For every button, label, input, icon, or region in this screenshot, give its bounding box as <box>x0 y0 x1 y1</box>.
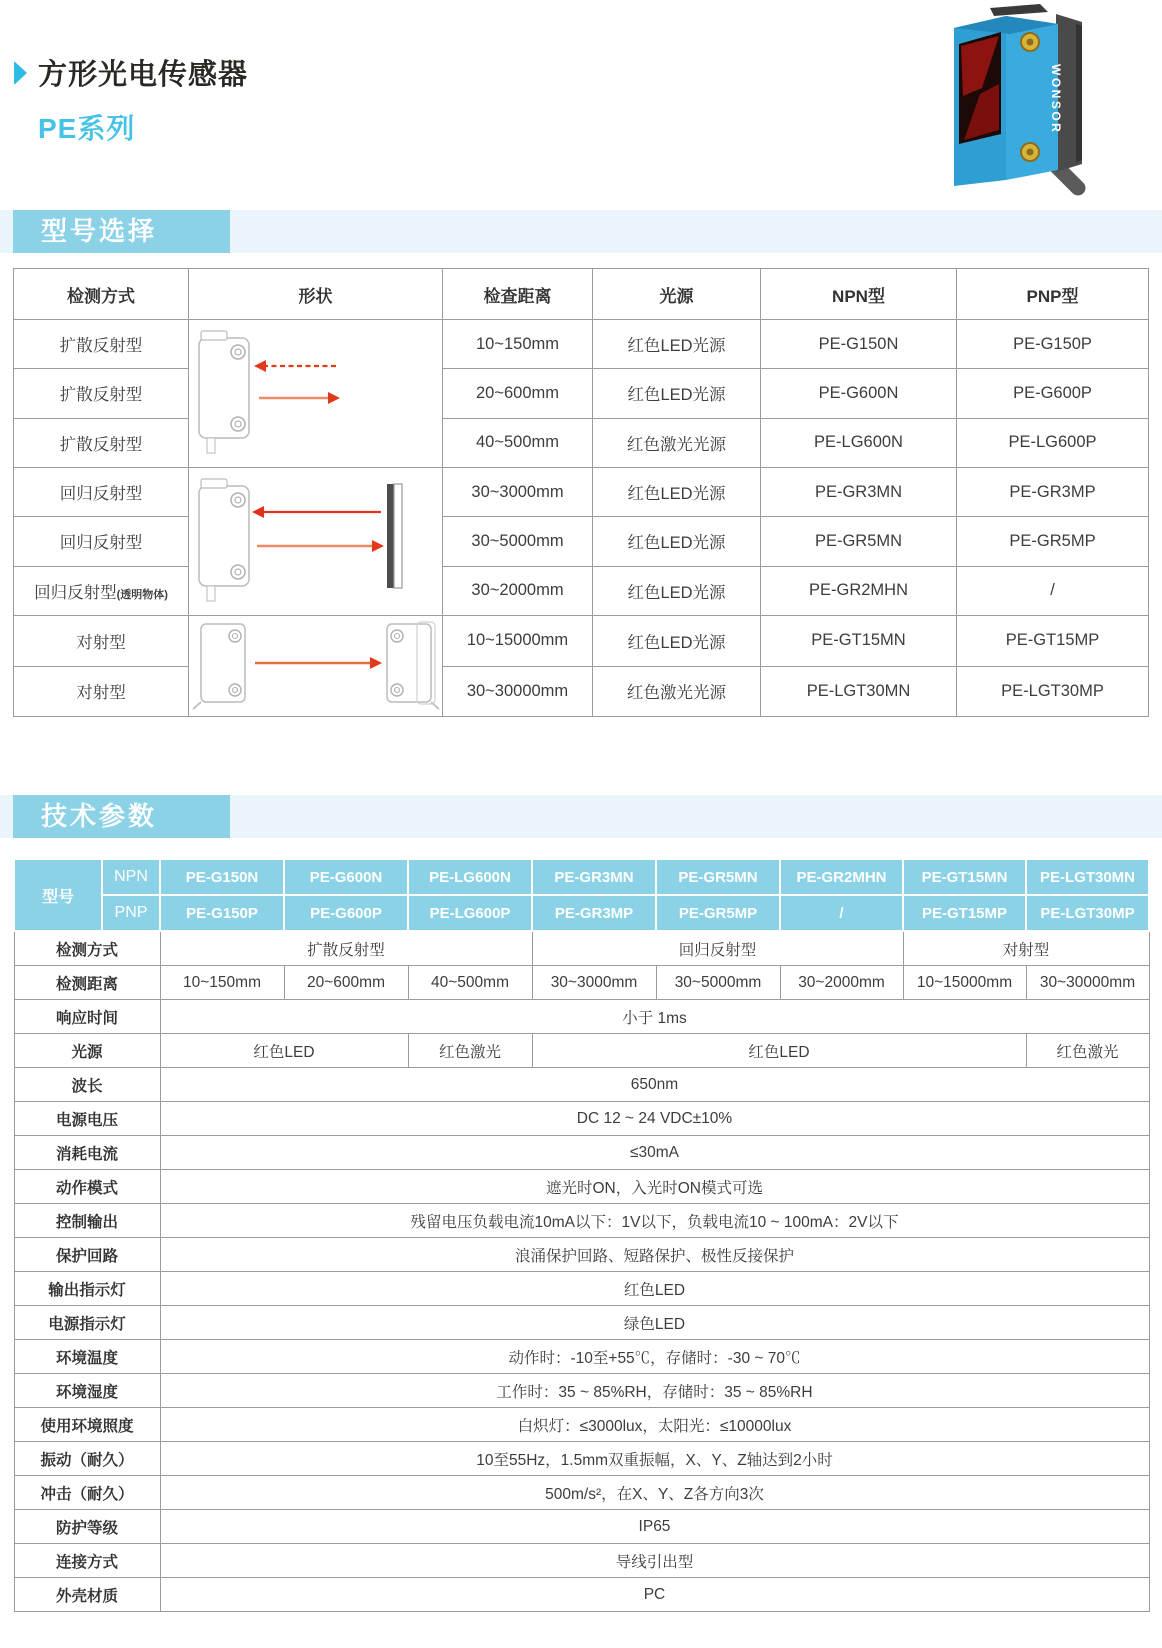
spec-label: 光源 <box>14 1034 160 1068</box>
pnp-model-header: PE-G150P <box>160 895 284 931</box>
method-cell: 扩散反射型 <box>14 369 189 418</box>
tech-params-table <box>13 858 1150 1612</box>
spec-value: 红色LED <box>160 1034 408 1068</box>
spec-label: 外壳材质 <box>14 1578 160 1612</box>
col-header-light: 光源 <box>593 269 761 320</box>
method-cell: 对射型 <box>14 666 189 717</box>
pnp-model-cell: PE-LGT30MP <box>957 666 1149 717</box>
npn-row-label: NPN <box>102 859 160 895</box>
pnp-model-header: PE-LGT30MP <box>1026 895 1149 931</box>
distance-cell: 10~15000mm <box>443 616 593 667</box>
spec-value: 白炽灯：≤3000lux，太阳光：≤10000lux <box>160 1408 1149 1442</box>
light-cell: 红色LED光源 <box>593 616 761 667</box>
col-header-method: 检测方式 <box>14 269 189 320</box>
npn-model-cell: PE-G600N <box>761 369 957 418</box>
npn-model-cell: PE-LGT30MN <box>761 666 957 717</box>
light-cell: 红色LED光源 <box>593 320 761 369</box>
spec-value: 20~600mm <box>284 966 408 1000</box>
pnp-model-cell: PE-G600P <box>957 369 1149 418</box>
spec-label: 电源电压 <box>14 1102 160 1136</box>
method-cell: 对射型 <box>14 616 189 667</box>
series-title: PE系列 <box>38 113 136 144</box>
table-row <box>14 320 1149 369</box>
spec-label: 响应时间 <box>14 1000 160 1034</box>
distance-cell: 30~5000mm <box>443 517 593 566</box>
pnp-model-header: PE-G600P <box>284 895 408 931</box>
method-cell: 回归反射型 <box>14 468 189 517</box>
table-row <box>14 566 1149 615</box>
spec-value: 10~150mm <box>160 966 284 1000</box>
col-header-shape: 形状 <box>189 269 443 320</box>
pnp-model-cell: PE-GR3MP <box>957 468 1149 517</box>
spec-value: IP65 <box>160 1510 1149 1544</box>
spec-row-connection <box>14 1544 1149 1578</box>
spec-value: 10~15000mm <box>903 966 1026 1000</box>
spec-value: 红色LED <box>532 1034 1026 1068</box>
spec-value: 40~500mm <box>408 966 532 1000</box>
distance-cell: 30~30000mm <box>443 666 593 717</box>
spec-row-protection <box>14 1238 1149 1272</box>
spec-label: 检测距离 <box>14 966 160 1000</box>
method-cell: 回归反射型 <box>14 517 189 566</box>
npn-model-header: PE-GR3MN <box>532 859 656 895</box>
spec-label: 动作模式 <box>14 1170 160 1204</box>
spec-value: 浪涌保护回路、短路保护、极性反接保护 <box>160 1238 1149 1272</box>
spec-label: 输出指示灯 <box>14 1272 160 1306</box>
pnp-model-header: PE-GR3MP <box>532 895 656 931</box>
npn-model-header: PE-GR2MHN <box>780 859 903 895</box>
spec-value: 导线引出型 <box>160 1544 1149 1578</box>
pnp-row-label: PNP <box>102 895 160 931</box>
spec-row-current <box>14 1136 1149 1170</box>
pnp-model-header: PE-GT15MP <box>903 895 1026 931</box>
distance-cell: 20~600mm <box>443 369 593 418</box>
spec-row-voltage <box>14 1102 1149 1136</box>
spec-value: 10至55Hz，1.5mm双重振幅，X、Y、Z轴达到2小时 <box>160 1442 1149 1476</box>
pnp-model-cell: PE-GR5MP <box>957 517 1149 566</box>
section-title-tech-params: 技术参数 <box>13 795 230 838</box>
method-note: (透明物体) <box>116 588 168 601</box>
spec-label: 波长 <box>14 1068 160 1102</box>
spec-value: 30~2000mm <box>780 966 903 1000</box>
spec-label: 检测方式 <box>14 931 160 966</box>
spec-label: 环境温度 <box>14 1340 160 1374</box>
product-photo <box>930 2 1100 197</box>
method-cell: 扩散反射型 <box>14 418 189 467</box>
model-selection-table <box>13 268 1149 717</box>
spec-row-response <box>14 1000 1149 1034</box>
table-row <box>14 369 1149 418</box>
spec-label: 连接方式 <box>14 1544 160 1578</box>
pnp-model-cell: PE-G150P <box>957 320 1149 369</box>
method-cell: 回归反射型(透明物体) <box>14 566 189 615</box>
table-row <box>14 418 1149 467</box>
spec-label: 振动（耐久） <box>14 1442 160 1476</box>
spec-value: 残留电压负载电流10mA以下：1V以下，负载电流10 ~ 100mA：2V以下 <box>160 1204 1149 1238</box>
spec-row-light <box>14 1034 1149 1068</box>
spec-row-housing <box>14 1578 1149 1612</box>
spec-label: 环境湿度 <box>14 1374 160 1408</box>
distance-cell: 40~500mm <box>443 418 593 467</box>
spec-value: 对射型 <box>903 931 1149 966</box>
pnp-model-header: PE-LG600P <box>408 895 532 931</box>
npn-model-header: PE-G600N <box>284 859 408 895</box>
npn-model-cell: PE-G150N <box>761 320 957 369</box>
model-corner-cell: 型号 <box>14 859 102 931</box>
table-header-row <box>14 269 1149 320</box>
spec-row-shock <box>14 1476 1149 1510</box>
spec-value: 小于 1ms <box>160 1000 1149 1034</box>
spec-label: 消耗电流 <box>14 1136 160 1170</box>
spec-row-pwr-indicator <box>14 1306 1149 1340</box>
pnp-model-cell: PE-GT15MP <box>957 616 1149 667</box>
spec-value: 650nm <box>160 1068 1149 1102</box>
spec-row-distance <box>14 966 1149 1000</box>
col-header-pnp: PNP型 <box>957 269 1149 320</box>
spec-value: DC 12 ~ 24 VDC±10% <box>160 1102 1149 1136</box>
light-cell: 红色LED光源 <box>593 566 761 615</box>
light-cell: 红色LED光源 <box>593 517 761 566</box>
spec-value: 红色LED <box>160 1272 1149 1306</box>
spec-value: 红色激光 <box>408 1034 532 1068</box>
npn-model-header: PE-GT15MN <box>903 859 1026 895</box>
npn-model-cell: PE-GT15MN <box>761 616 957 667</box>
brand-text: WONSOR <box>1049 64 1063 135</box>
through-beam-diagram <box>189 616 443 717</box>
pnp-model-header: / <box>780 895 903 931</box>
section-bar-model-selection <box>0 210 1162 253</box>
npn-model-cell: PE-GR3MN <box>761 468 957 517</box>
spec-value: 扩散反射型 <box>160 931 532 966</box>
npn-model-cell: PE-GR2MHN <box>761 566 957 615</box>
spec-label: 保护回路 <box>14 1238 160 1272</box>
distance-cell: 30~3000mm <box>443 468 593 517</box>
npn-model-header: PE-LGT30MN <box>1026 859 1149 895</box>
spec-value: 500m/s²，在X、Y、Z各方向3次 <box>160 1476 1149 1510</box>
table-row <box>14 468 1149 517</box>
spec-label: 防护等级 <box>14 1510 160 1544</box>
spec-value: PC <box>160 1578 1149 1612</box>
spec-row-ip <box>14 1510 1149 1544</box>
spec-row-mode <box>14 1170 1149 1204</box>
col-header-distance: 检查距离 <box>443 269 593 320</box>
spec-value: 30~30000mm <box>1026 966 1149 1000</box>
spec-value: 动作时：-10至+55℃，存储时：-30 ~ 70℃ <box>160 1340 1149 1374</box>
spec-value: 30~5000mm <box>656 966 780 1000</box>
spec-row-illuminance <box>14 1408 1149 1442</box>
npn-model-cell: PE-LG600N <box>761 418 957 467</box>
light-cell: 红色LED光源 <box>593 468 761 517</box>
light-cell: 红色LED光源 <box>593 369 761 418</box>
col-header-npn: NPN型 <box>761 269 957 320</box>
method-cell: 扩散反射型 <box>14 320 189 369</box>
title-block <box>14 52 248 147</box>
spec-label: 冲击（耐久） <box>14 1476 160 1510</box>
light-cell: 红色激光光源 <box>593 418 761 467</box>
table-row <box>14 666 1149 717</box>
pnp-model-cell: PE-LG600P <box>957 418 1149 467</box>
spec-value: 30~3000mm <box>532 966 656 1000</box>
spec-value: 工作时：35 ~ 85%RH，存储时：35 ~ 85%RH <box>160 1374 1149 1408</box>
npn-model-header: PE-LG600N <box>408 859 532 895</box>
spec-value: 遮光时ON，入光时ON模式可选 <box>160 1170 1149 1204</box>
table-row <box>14 517 1149 566</box>
npn-model-header: PE-GR5MN <box>656 859 780 895</box>
section-title-model-selection: 型号选择 <box>13 210 230 253</box>
retro-reflection-diagram <box>189 468 443 616</box>
title-marker-icon <box>14 61 27 85</box>
spec-row-method <box>14 931 1149 966</box>
spec-row-out-indicator <box>14 1272 1149 1306</box>
spec-label: 电源指示灯 <box>14 1306 160 1340</box>
distance-cell: 10~150mm <box>443 320 593 369</box>
spec-label: 使用环境照度 <box>14 1408 160 1442</box>
distance-cell: 30~2000mm <box>443 566 593 615</box>
spec-value: ≤30mA <box>160 1136 1149 1170</box>
spec-value: 红色激光 <box>1026 1034 1149 1068</box>
pnp-model-header: PE-GR5MP <box>656 895 780 931</box>
page-title: 方形光电传感器 <box>38 59 249 91</box>
spec-header-npn-row <box>14 859 1149 895</box>
table-row <box>14 616 1149 667</box>
spec-header-pnp-row <box>14 895 1149 931</box>
spec-row-output <box>14 1204 1149 1238</box>
npn-model-header: PE-G150N <box>160 859 284 895</box>
section-bar-tech-params <box>0 795 1162 838</box>
pnp-model-cell: / <box>957 566 1149 615</box>
spec-row-temp <box>14 1340 1149 1374</box>
npn-model-cell: PE-GR5MN <box>761 517 957 566</box>
spec-label: 控制输出 <box>14 1204 160 1238</box>
spec-value: 绿色LED <box>160 1306 1149 1340</box>
light-cell: 红色激光光源 <box>593 666 761 717</box>
spec-row-humidity <box>14 1374 1149 1408</box>
diffuse-reflection-diagram <box>189 320 443 468</box>
spec-row-vibration <box>14 1442 1149 1476</box>
spec-value: 回归反射型 <box>532 931 903 966</box>
spec-row-wavelength <box>14 1068 1149 1102</box>
